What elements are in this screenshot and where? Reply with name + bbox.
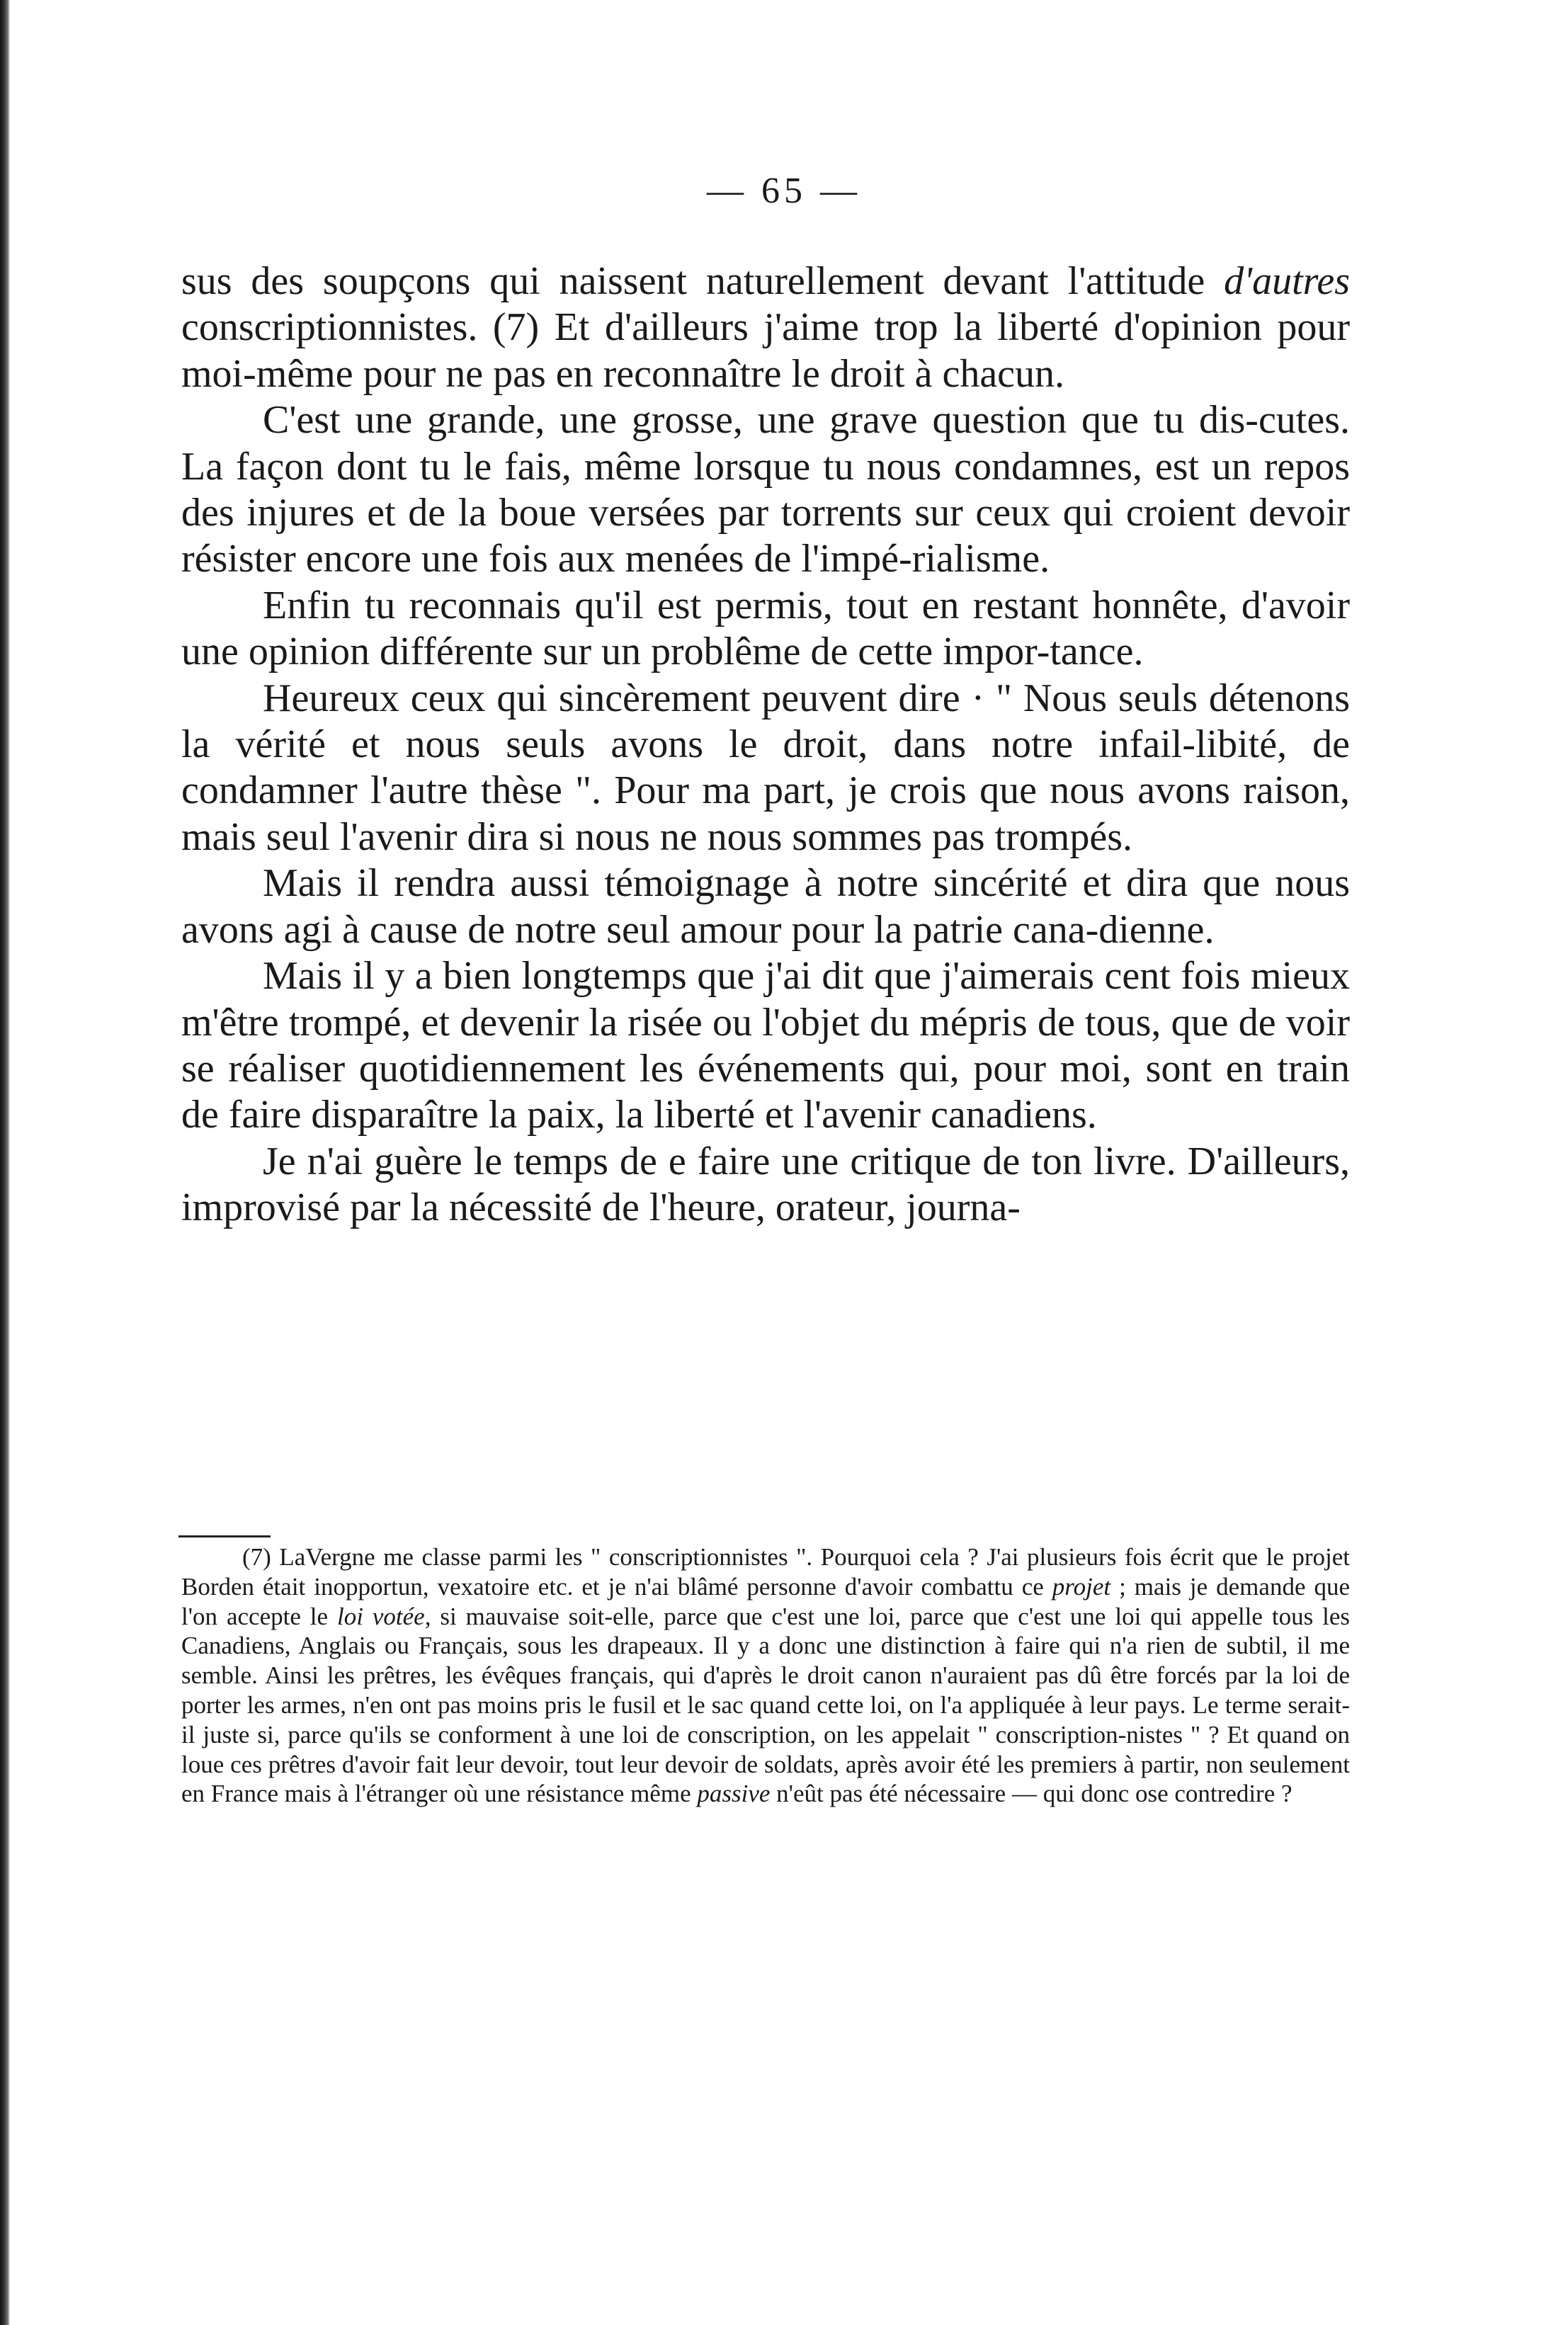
- paragraph: [181, 953, 1350, 1139]
- text-run: conscriptionnistes. (7) Et d'ailleurs j'aime trop la liberté d'opinion pour moi-même pour ne pas en reconnaître le droit à chacun.: [181, 305, 1350, 396]
- text-run: (7) LaVergne me classe parmi les " conscriptionnistes ". Pourquoi cela ? J'ai plusieurs fois écrit que le projet Borden était inopportun, vexatoire etc. et je n'ai blâmé personne d'avoir combattu ce: [181, 1543, 1350, 1601]
- paragraph: [181, 258, 1350, 397]
- text-run: n'eût pas été nécessaire — qui donc ose contredire ?: [770, 1780, 1293, 1808]
- paragraph: [181, 583, 1350, 676]
- paragraph: [181, 1139, 1350, 1232]
- text-run: C'est une grande, une grosse, une grave question que tu dis-cutes. La façon dont tu le fais, même lorsque tu nous condamnes, est un repos des injures et de la boue versées par torrents sur ceux qui croient devoir résister encore une fois aux menées de l'impé-rialisme.: [181, 398, 1350, 581]
- text-run: Enfin tu reconnais qu'il est permis, tout en restant honnête, d'avoir une opinion différente sur un problême de cette impor-tance.: [181, 583, 1350, 674]
- italic-run: passive: [697, 1780, 771, 1808]
- text-run: sus des soupçons qui naissent naturellement devant l'attitude: [181, 259, 1225, 303]
- text-run: , si mauvaise soit-elle, parce que c'est une loi, parce que c'est une loi qui appelle tous les Canadiens, Anglais ou Français, sous les drapeaux. Il y a donc une distinction à faire qui n'a rien de subtil, il me semble. Ainsi les prêtres, les évêques français, qui d'après le droit canon n'auraient pas dû être forcés par la loi de porter les armes, n'en ont pas moins pris le fusil et le sac quand cette loi, on l'a appliquée à leur pays. Le terme serait-il juste si, parce qu'ils se conforment à une loi de conscription, on les appelait " conscription-nistes " ? Et quand on loue ces prêtres d'avoir fait leur devoir, tout leur devoir de soldats, après avoir été les premiers à partir, non seulement en France mais à l'étranger où une résistance même: [181, 1602, 1351, 1808]
- italic-run: loi votée: [336, 1602, 425, 1630]
- paragraph: [181, 397, 1350, 583]
- footnotes: [181, 1542, 1350, 1809]
- body-text: [181, 258, 1350, 1232]
- footnote: [181, 1542, 1350, 1809]
- page-number: — 65 —: [707, 171, 861, 211]
- text-run: Mais il rendra aussi témoignage à notre sincérité et dira que nous avons agi à cause de notre seul amour pour la patrie cana-dienne.: [181, 861, 1350, 952]
- text-run: Je n'ai guère le temps de e faire une critique de ton livre. D'ailleurs, improvisé par la nécessité de l'heure, orateur, journa-: [181, 1139, 1350, 1230]
- paragraph: [181, 676, 1350, 861]
- text-run: ; mais je demande que l'on accepte le: [181, 1572, 1351, 1630]
- text-run: Mais il y a bien longtemps que j'ai dit que j'aimerais cent fois mieux m'être trompé, et devenir la risée ou l'objet du mépris de tous, que de voir se réaliser quotidiennement les événements qui, pour moi, sont en train de faire disparaître la paix, la liberté et l'avenir canadiens.: [181, 954, 1350, 1137]
- italic-run: d'autres: [1224, 259, 1350, 303]
- paragraph: [181, 860, 1350, 953]
- footnote-separator: [178, 1535, 271, 1537]
- page-binding-edge: [0, 0, 10, 2325]
- text-run: Heureux ceux qui sincèrement peuvent dire · " Nous seuls détenons la vérité et nous seuls avons le droit, dans notre infail-libité, de condamner l'autre thèse ". Pour ma part, je crois que nous avons raison, mais seul l'avenir dira si nous ne nous sommes pas trompés.: [181, 676, 1350, 859]
- italic-run: projet: [1052, 1572, 1111, 1601]
